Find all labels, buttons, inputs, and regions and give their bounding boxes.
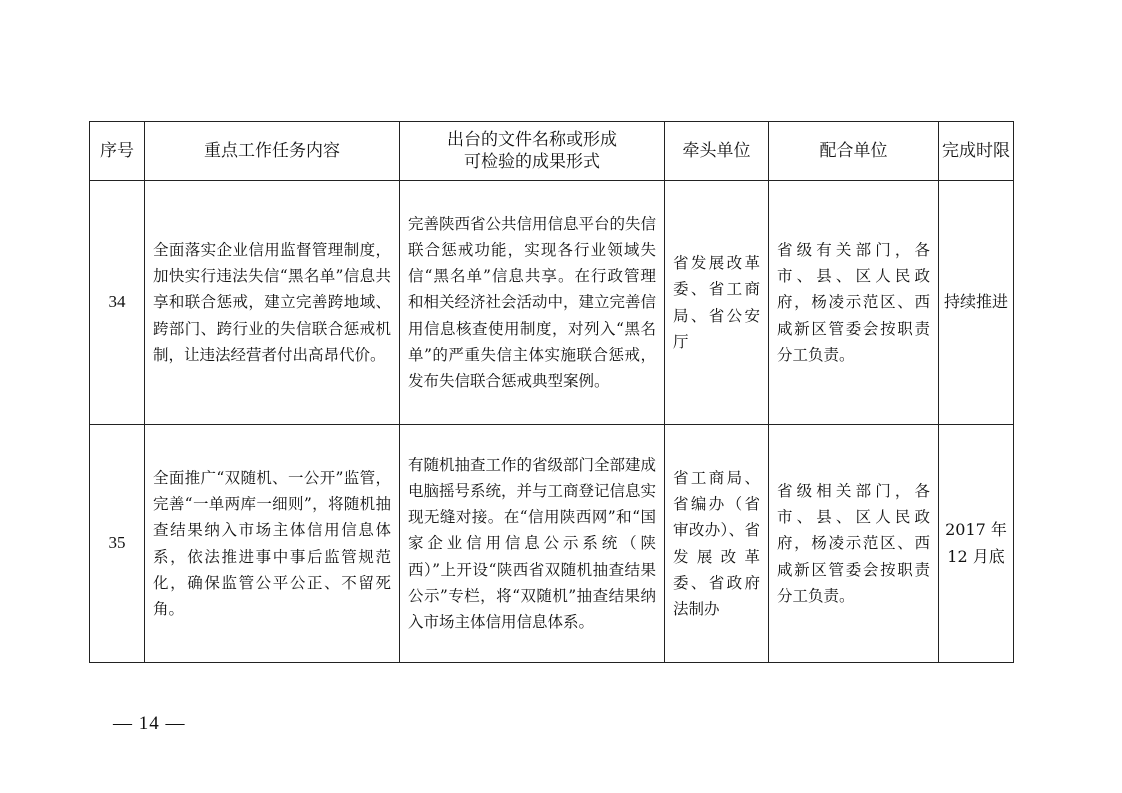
table-row xyxy=(90,425,1014,663)
support-unit: 省级有关部门，各市、县、区人民政府，杨凌示范区、西咸新区管委会按职责分工负责。 xyxy=(777,240,930,364)
header-deadline: 完成时限 xyxy=(939,122,1014,181)
deadline-cell xyxy=(939,181,1014,425)
row-number: 34 xyxy=(90,181,145,425)
deadline-line2: 12 月底 xyxy=(947,546,1005,566)
output-content: 有随机抽查工作的省级部门全部建成电脑摇号系统，并与工商登记信息实现无缝对接。在“信用陕西网”和“国家企业信用信息公示系统（陕西）”上开设“陕西省双随机抽查结果公示”专栏，将“双随机”抽查结果纳入市场主体信用信息体系。 xyxy=(408,455,657,631)
output-cell xyxy=(400,425,665,663)
task-content: 全面推广“双随机、一公开”监管，完善“一单两库一细则”，将随机抽查结果纳入市场主体信用信息体系，依法推进事中事后监管规范化，确保监管公平公正、不留死角。 xyxy=(153,468,391,618)
header-output-line1: 出台的文件名称或形成 xyxy=(447,130,617,150)
task-table-container xyxy=(89,121,1013,663)
header-no: 序号 xyxy=(90,122,145,181)
header-output-line2: 可检验的成果形式 xyxy=(464,152,600,172)
deadline-cell xyxy=(939,425,1014,663)
support-unit: 省级相关部门，各市、县、区人民政府，杨凌示范区、西咸新区管委会按职责分工负责。 xyxy=(777,481,930,605)
lead-unit-cell xyxy=(665,425,769,663)
header-support: 配合单位 xyxy=(769,122,939,181)
table-header-row xyxy=(90,122,1014,181)
output-cell xyxy=(400,181,665,425)
header-task: 重点工作任务内容 xyxy=(145,122,400,181)
header-lead: 牵头单位 xyxy=(665,122,769,181)
lead-unit-cell xyxy=(665,181,769,425)
lead-unit: 省发展改革委、省工商局、省公安厅 xyxy=(673,254,760,351)
page-number: — 14 — xyxy=(113,713,186,734)
output-content: 完善陕西省公共信用信息平台的失信联合惩戒功能，实现各行业领域失信“黑名单”信息共享。在行政管理和相关经济社会活动中，建立完善信用信息核查使用制度，对列入“黑名单”的严重失信主体实施联合惩戒，发布失信联合惩戒典型案例。 xyxy=(408,214,657,390)
task-content: 全面落实企业信用监督管理制度，加快实行违法失信“黑名单”信息共享和联合惩戒，建立完善跨地域、跨部门、跨行业的失信联合惩戒机制，让违法经营者付出高昂代价。 xyxy=(153,240,391,364)
task-content-cell xyxy=(145,425,400,663)
task-content-cell xyxy=(145,181,400,425)
deadline-line1: 2017 年 xyxy=(945,520,1007,540)
support-unit-cell xyxy=(769,425,939,663)
lead-unit: 省工商局、省编办（省审改办）、省发展改革委、省政府法制办 xyxy=(673,468,760,618)
support-unit-cell xyxy=(769,181,939,425)
row-number: 35 xyxy=(90,425,145,663)
task-table xyxy=(89,121,1014,663)
header-output xyxy=(400,122,665,181)
table-row xyxy=(90,181,1014,425)
deadline: 持续推进 xyxy=(943,292,1008,312)
